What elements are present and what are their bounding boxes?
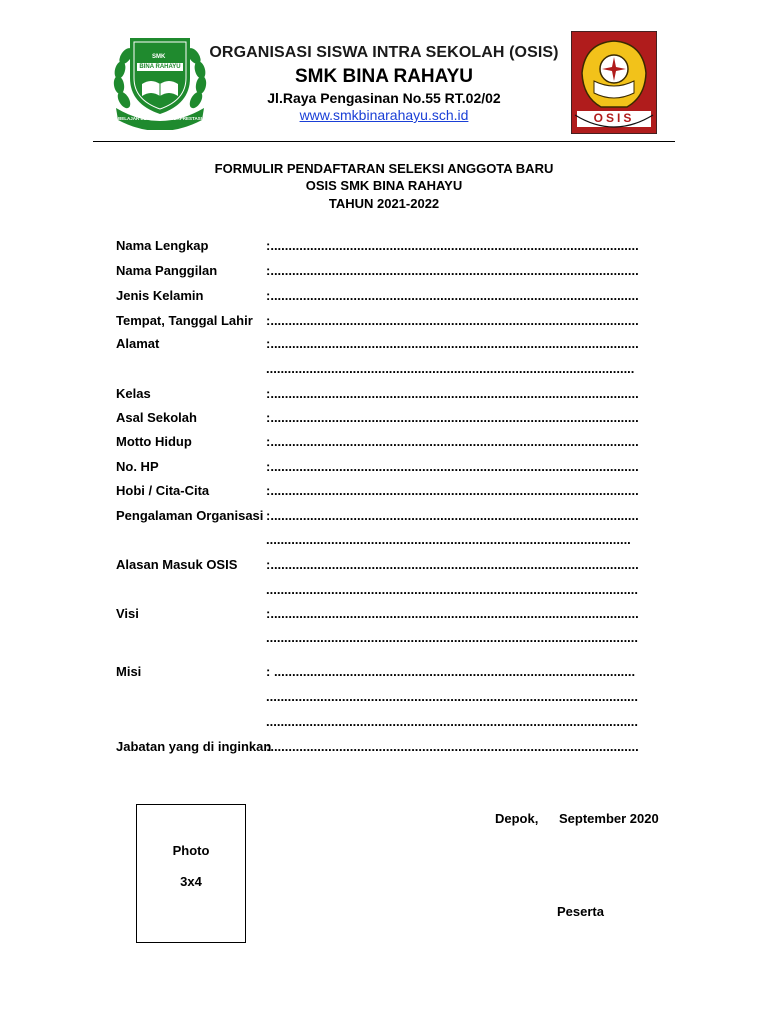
field-ttl[interactable]: :......................................................................................................: [266, 313, 639, 328]
label-alamat: Alamat: [116, 336, 160, 351]
field-nama-lengkap[interactable]: :......................................................................................................: [266, 238, 639, 253]
form-title-line2: OSIS SMK BINA RAHAYU: [305, 178, 463, 193]
signature-date: September 2020: [559, 811, 659, 826]
field-motto[interactable]: :......................................................................................................: [266, 434, 639, 449]
logo-ring-text: BELAJAR BERAKHLAK BERPRESTASI: [118, 116, 202, 121]
label-pengalaman: Pengalaman Organisasi: [116, 508, 264, 523]
signature-role: Peserta: [557, 904, 604, 919]
label-motto: Motto Hidup: [116, 434, 192, 449]
label-alasan: Alasan Masuk OSIS: [116, 557, 238, 572]
form-title-line3: TAHUN 2021-2022: [328, 196, 440, 211]
school-website-link[interactable]: www.smkbinarahayu.sch.id: [299, 107, 469, 123]
field-pengalaman[interactable]: :......................................................................................................: [266, 508, 639, 523]
field-hobi[interactable]: :......................................................................................................: [266, 483, 639, 498]
logo-name-text: BINA RAHAYU: [139, 64, 181, 70]
label-asal-sekolah: Asal Sekolah: [116, 410, 197, 425]
field-no-hp[interactable]: :......................................................................................................: [266, 459, 639, 474]
field-misi-cont2[interactable]: .......................................................................................................: [266, 714, 639, 729]
signature-place: Depok,: [495, 811, 539, 826]
label-visi: Visi: [116, 606, 139, 621]
field-visi-cont[interactable]: .......................................................................................................: [266, 630, 639, 645]
field-nama-panggilan[interactable]: :......................................................................................................: [266, 263, 639, 278]
field-jabatan[interactable]: :......................................................................................................: [266, 739, 639, 754]
header-divider: [93, 141, 675, 142]
label-no-hp: No. HP: [116, 459, 159, 474]
photo-size-label: 3x4: [180, 874, 202, 889]
field-misi-cont1[interactable]: .......................................................................................................: [266, 689, 639, 704]
field-misi[interactable]: : ....................................................................................................: [266, 664, 636, 679]
field-visi[interactable]: :......................................................................................................: [266, 606, 639, 621]
school-address: Jl.Raya Pengasinan No.55 RT.02/02: [267, 90, 501, 106]
label-kelas: Kelas: [116, 386, 151, 401]
form-title-line1: FORMULIR PENDAFTARAN SELEKSI ANGGOTA BARU: [214, 161, 554, 176]
osis-logo-text: OSIS: [593, 111, 635, 125]
field-alamat[interactable]: :......................................................................................................: [266, 336, 639, 351]
field-kelas[interactable]: :......................................................................................................: [266, 386, 639, 401]
photo-box[interactable]: [136, 804, 246, 943]
label-misi: Misi: [116, 664, 142, 679]
field-jenis-kelamin[interactable]: :......................................................................................................: [266, 288, 639, 303]
logo-top-text: SMK: [152, 54, 166, 60]
field-alamat-cont[interactable]: ......................................................................................................: [266, 361, 635, 376]
photo-label: Photo: [172, 843, 210, 858]
org-name: ORGANISASI SISWA INTRA SEKOLAH (OSIS): [209, 44, 559, 61]
school-name: SMK BINA RAHAYU: [294, 66, 474, 87]
label-hobi: Hobi / Cita-Cita: [116, 483, 210, 498]
field-alasan[interactable]: :......................................................................................................: [266, 557, 639, 572]
label-nama-panggilan: Nama Panggilan: [116, 263, 218, 278]
label-jenis-kelamin: Jenis Kelamin: [116, 288, 204, 303]
label-ttl: Tempat, Tanggal Lahir: [116, 313, 253, 328]
label-jabatan: Jabatan yang di inginkan: [116, 739, 272, 754]
field-alasan-cont[interactable]: .......................................................................................................: [266, 582, 639, 597]
field-pengalaman-cont[interactable]: .....................................................................................................: [266, 532, 631, 547]
label-nama-lengkap: Nama Lengkap: [116, 238, 209, 253]
field-asal-sekolah[interactable]: :......................................................................................................: [266, 410, 639, 425]
